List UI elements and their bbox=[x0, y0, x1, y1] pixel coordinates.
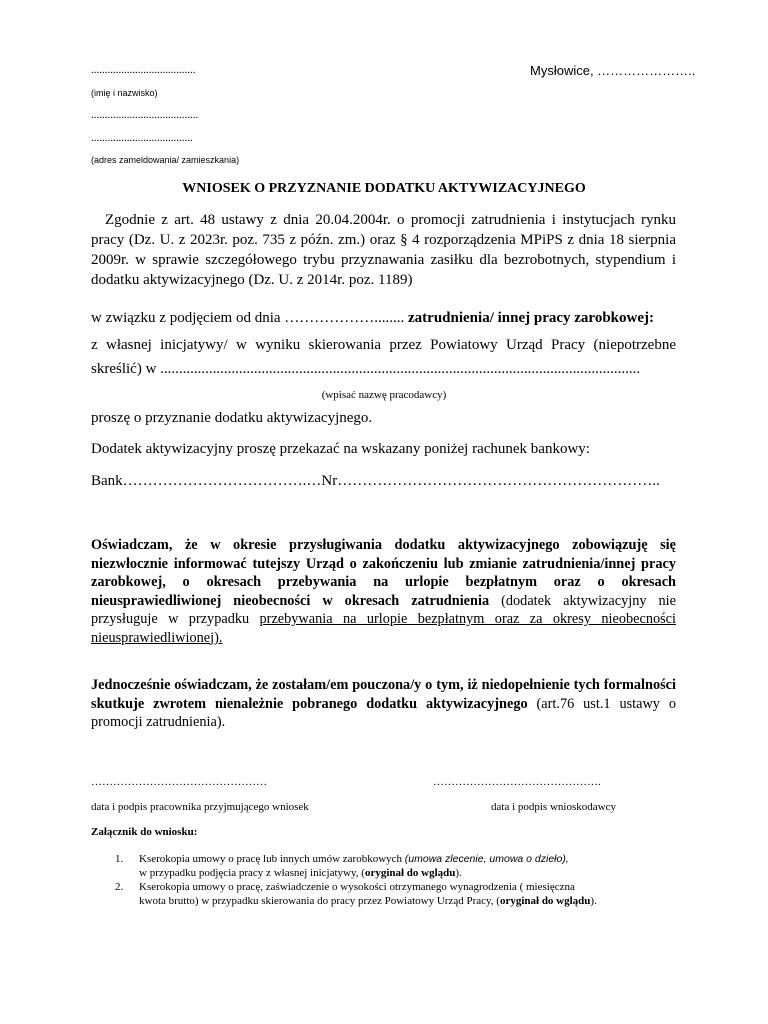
legal-basis-paragraph: Zgodnie z art. 48 ustawy z dnia 20.04.2004r. o promocji zatrudnienia i instytucjach rynku pracy (Dz. U. z 2023r. poz. 735 z późn. zm.) oraz § 4 rozporządzenia MPiPS z dnia 18 sierpnia 2009r. w sprawie szczegółowego trybu przyznawania zasiłku dla bezrobotnych, stypendium i dodatku aktywizacyjnego (Dz. U. z 2014r. poz. 1189) bbox=[91, 212, 676, 288]
name-dots: ...................................... bbox=[91, 64, 196, 76]
employment-line bbox=[91, 308, 676, 328]
declaration-1-bold: Oświadczam, że w okresie przysługiwania dodatku aktywizacyjnego zobowiązuję się niezwłocznie informować tutejszy Urząd o zakończeniu lub zmianie zatrudnienia/innej pracy zarobkowej, o okresach przebywania na urlopie bezpłatnym oraz o okresach nieusprawiedliwionej nieobecności w okresach zatrudnienia bbox=[91, 537, 676, 609]
declaration-1-normal: (dodatek aktywizacyjny nie przysługuje w przypadku bbox=[91, 592, 676, 627]
declaration-2-normal: (art.76 ust.1 ustawy o promocji zatrudnienia). bbox=[91, 695, 676, 730]
attachment-number-2: 2. bbox=[115, 881, 124, 893]
bank-request: Dodatek aktywizacyjny proszę przekazać na wskazany poniżej rachunek bankowy: bbox=[91, 441, 590, 457]
employment-details: z własnej inicjatywy/ w wyniku skierowania przez Powiatowy Urząd Pracy (niepotrzebne skreślić) w ................................................................................................................................ bbox=[91, 337, 676, 377]
document-title: WNIOSEK O PRZYZNANIE DODATKU AKTYWIZACYJNEGO bbox=[182, 181, 586, 196]
address-caption: (adres zameldowania/ zamieszkania) bbox=[91, 155, 240, 165]
signature-left-dots: ………………………………………… bbox=[91, 776, 267, 788]
signature-left-caption: data i podpis pracownika przyjmującego wniosek bbox=[91, 801, 309, 813]
signature-right-caption: data i podpis wnioskodawcy bbox=[491, 801, 616, 813]
attachment-1-italic: (umowa zlecenie, umowa o dzieło), bbox=[404, 853, 569, 865]
attachment-1-text-a: Kserokopia umowy o pracę lub innych umów zarobkowych bbox=[139, 853, 405, 865]
declaration-paragraph-2 bbox=[91, 676, 676, 732]
attachment-2-text-b: kwota brutto) w przypadku skierowania do pracy przez Powiatowy Urząd Pracy, ( bbox=[139, 895, 500, 907]
attachment-2-text-a: Kserokopia umowy o pracę, zaświadczenie o wysokości otrzymanego wynagrodzenia ( miesięczna bbox=[139, 881, 575, 893]
address-dots-1: ....................................... bbox=[91, 109, 199, 121]
attachment-1-bold: oryginał do wglądu bbox=[364, 867, 456, 879]
attachment-2-text-c: ). bbox=[590, 895, 597, 907]
name-caption: (imię i nazwisko) bbox=[91, 88, 158, 98]
employment-type: zatrudnienia/ innej pracy zarobkowej: bbox=[408, 310, 654, 326]
signature-right-dots: ………………………………………. bbox=[433, 776, 601, 788]
employer-caption: (wpisać nazwę pracodawcy) bbox=[321, 389, 447, 401]
attachment-1-text-b: w przypadku podjęcia pracy z własnej inicjatywy, ( bbox=[139, 867, 365, 879]
address-dots-2: ..................................... bbox=[91, 132, 193, 144]
attachment-2-bold: oryginał do wglądu bbox=[499, 895, 591, 907]
employment-prefix: w związku z podjęciem od dnia ………………........ bbox=[91, 310, 405, 326]
declaration-2-bold: Jednocześnie oświadczam, że zostałam/em pouczona/y o tym, iż niedopełnienie tych formalności skutkuje zwrotem nienależnie pobranego dodatku aktywizacyjnego bbox=[91, 677, 676, 712]
declaration-1-underlined: przebywania na urlopie bezpłatnym oraz za okresy nieobecności nieusprawiedliwionej). bbox=[91, 611, 676, 646]
request-text: proszę o przyznanie dodatku aktywizacyjnego. bbox=[91, 410, 373, 426]
attachments-heading: Załącznik do wniosku: bbox=[91, 826, 198, 838]
attachment-1-text-c: ). bbox=[455, 867, 462, 879]
declaration-paragraph-1 bbox=[91, 536, 676, 647]
attachment-number-1: 1. bbox=[115, 853, 124, 865]
bank-account-line: Bank……………………………….…Nr……………………………………………………….. bbox=[91, 473, 660, 489]
place-date: Mysłowice, ………………….. bbox=[530, 63, 696, 78]
